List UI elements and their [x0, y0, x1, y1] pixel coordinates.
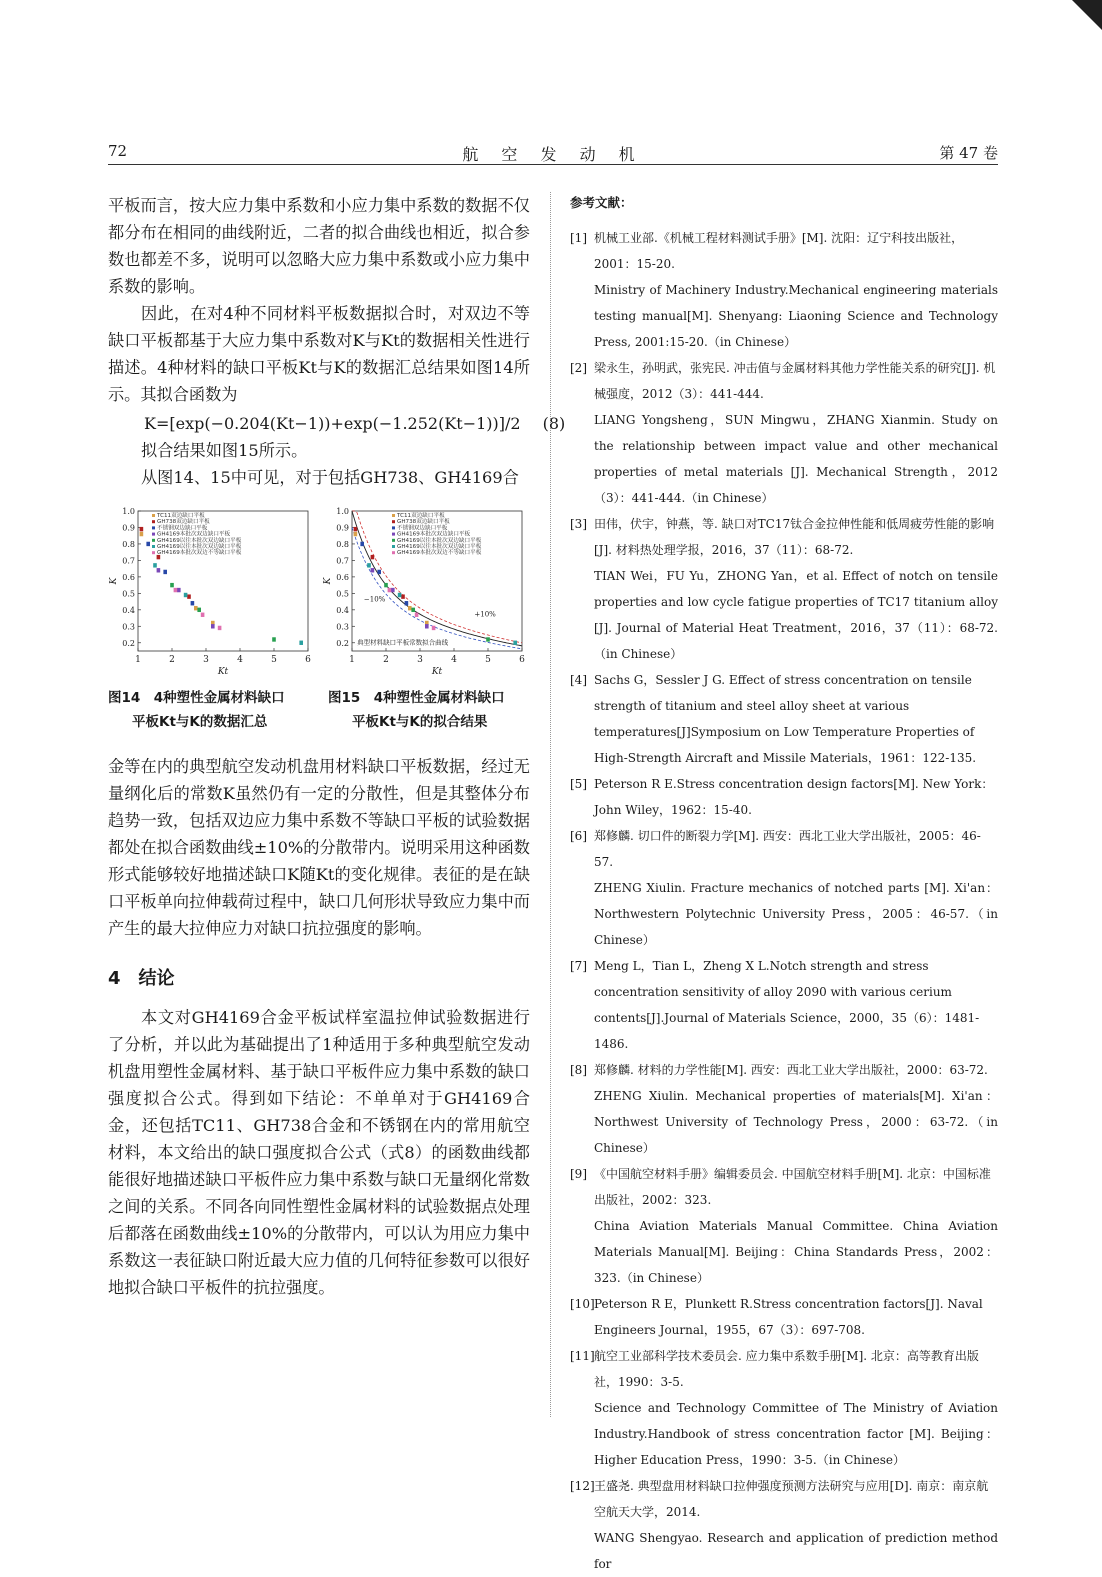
- reference-citation: 田伟，伏宇，钟燕，等. 缺口对TC17钛合金拉伸性能和低周疲劳性能的影响[J]. 材料热处理学报，2016，37（11）：68-72.: [594, 517, 995, 557]
- reference-number: [6]: [570, 829, 587, 843]
- data-point: [432, 626, 436, 630]
- legend-marker: [392, 526, 395, 529]
- reference-number: [2]: [570, 361, 587, 375]
- legend-label: GH4169本批次双边缺口平板: [397, 531, 471, 538]
- reference-translation: TIAN Wei，FU Yu，ZHONG Yan，et al. Effect of notch on tensile properties and low cycle fatigue properties of TC17 titanium alloy [J]. Journal of Material Heat Treatment，2016，37（11）：68-72.（in Chinese）: [594, 569, 998, 661]
- y-tick-label: 0.4: [122, 605, 135, 615]
- data-point: [187, 594, 191, 598]
- reference-citation: Peterson R E.Stress concentration design factors[M]. New York：John Wiley，1962：15-40.: [594, 777, 994, 817]
- reference-number: [11]: [570, 1349, 595, 1363]
- figure-14-chart: [108, 501, 314, 681]
- data-point: [405, 601, 409, 605]
- data-point: [177, 588, 181, 592]
- data-point: [367, 563, 371, 567]
- reference-translation: Ministry of Machinery Industry.Mechanical engineering materials testing manual[M]. Shenyang: Liaoning Science and Technology Press, 2001:15-20.（in Chinese）: [594, 283, 998, 349]
- data-point: [153, 563, 157, 567]
- equation-number: (8): [542, 414, 566, 433]
- reference-citation: 梁永生，孙明武，张宪民. 冲击值与金属材料其他力学性能关系的研究[J]. 机械强度，2012（3）：441-444.: [594, 361, 996, 401]
- legend-label: TC11双边缺口平板: [157, 513, 205, 519]
- legend-label: GH4169本批次双边缺口平板: [157, 531, 231, 538]
- x-axis-label: Kt: [431, 667, 443, 677]
- data-point: [163, 570, 167, 574]
- legend-label: TC11双边缺口平板: [397, 513, 445, 519]
- y-tick-label: 0.2: [336, 638, 349, 648]
- reference-item: [570, 1057, 998, 1161]
- legend-marker: [392, 551, 395, 554]
- y-tick-label: 0.9: [336, 523, 349, 533]
- running-header: [108, 140, 998, 165]
- figure-15-chart: [322, 501, 530, 681]
- data-point: [146, 542, 150, 546]
- reference-text: [570, 1343, 998, 1395]
- page-number: 72: [108, 142, 128, 160]
- x-tick-label: 5: [485, 655, 491, 665]
- reference-item: [570, 511, 998, 667]
- reference-item: [570, 1161, 998, 1291]
- legend-marker: [152, 545, 155, 548]
- reference-text: [570, 355, 998, 407]
- reference-item: [570, 667, 998, 771]
- x-tick-label: 6: [305, 655, 311, 665]
- data-point: [299, 641, 303, 645]
- reference-translation: LIANG Yongsheng，SUN Mingwu，ZHANG Xianmin. Study on the relationship between impact value and other mechanical properties of metal materials [J]. Mechanical Strength，2012（3）：441-444.（in Chinese）: [594, 413, 998, 505]
- reference-translation: China Aviation Materials Manual Committee. China Aviation Materials Manual[M]. Beijing：China Standards Press，2002：323.（in Chinese）: [594, 1219, 998, 1285]
- figure-15: [322, 501, 528, 707]
- x-tick-label: 6: [519, 655, 525, 665]
- legend-label: GH4169以往本批次双边缺口平板: [157, 544, 242, 550]
- reference-item: [570, 355, 998, 511]
- data-point: [398, 593, 402, 597]
- reference-item: [570, 1343, 998, 1473]
- data-point: [272, 637, 276, 641]
- reference-number: [5]: [570, 777, 587, 791]
- legend-marker: [152, 514, 155, 517]
- reference-translation: WANG Shengyao. Research and application of prediction method for: [594, 1531, 998, 1571]
- reference-citation: 机械工业部.《机械工程材料测试手册》[M]. 沈阳：辽宁科技出版社，2001：15-20.: [594, 231, 964, 271]
- x-tick-label: 5: [271, 655, 277, 665]
- reference-citation: 航空工业部科学技术委员会. 应力集中系数手册[M]. 北京：高等教育出版社，1990：3-5.: [594, 1349, 979, 1389]
- minus-10-label: −10%: [363, 595, 386, 604]
- legend-marker: [392, 545, 395, 548]
- journal-title: 航 空 发 动 机: [462, 145, 644, 164]
- data-point: [360, 542, 364, 546]
- data-point: [371, 568, 375, 572]
- figures-row: [108, 501, 530, 730]
- reference-text: [570, 667, 998, 771]
- paragraph: 从图14、15中可见，对于包括GH738、GH4169合: [141, 468, 519, 487]
- reference-citation: Peterson R E，Plunkett R.Stress concentration factors[J]. Naval Engineers Journal，1955，67（3）：697-708.: [594, 1297, 983, 1337]
- paragraph: 平板而言，按大应力集中系数和小应力集中系数的数据不仅都分布在相同的曲线附近，二者的拟合曲线也相近，拟合参数也都差不多，说明可以忽略大应力集中系数或小应力集中系数的影响。: [108, 196, 530, 296]
- data-point: [184, 593, 188, 597]
- x-tick-label: 4: [451, 655, 457, 665]
- reference-text: [570, 1291, 998, 1343]
- data-point: [174, 588, 178, 592]
- reference-citation: 郑修麟. 切口件的断裂力学[M]. 西安：西北工业大学出版社，2005：46-57.: [594, 829, 981, 869]
- caption-line: 平板Kt与K的拟合结果: [352, 714, 488, 730]
- reference-text: [570, 1057, 998, 1083]
- x-tick-label: 3: [203, 655, 209, 665]
- reference-item: [570, 225, 998, 355]
- reference-text: [570, 771, 998, 823]
- x-tick-label: 2: [169, 655, 175, 665]
- y-tick-label: 0.3: [336, 622, 349, 632]
- data-point: [391, 588, 395, 592]
- data-point: [513, 641, 517, 645]
- legend-label: GH738双边缺口平板: [157, 519, 210, 526]
- data-point: [371, 555, 375, 559]
- data-point: [388, 588, 392, 592]
- volume-label: 第 47 卷: [939, 144, 998, 162]
- y-axis-label: K: [109, 577, 119, 585]
- section-heading: 4 结论: [108, 968, 175, 989]
- y-tick-label: 0.7: [122, 556, 135, 566]
- reference-text: [570, 1161, 998, 1213]
- reference-text: [570, 225, 998, 277]
- y-tick-label: 0.8: [336, 539, 349, 549]
- figure-14: [108, 501, 314, 707]
- reference-item: [570, 771, 998, 823]
- legend-label: GH4169本批次双边不等缺口平板: [157, 550, 242, 557]
- reference-item: [570, 823, 998, 953]
- data-point: [486, 637, 490, 641]
- legend-label: GH4169以往本批次双边缺口平板: [397, 537, 482, 544]
- reference-citation: Meng L，Tian L，Zheng X L.Notch strength and stress concentration sensitivity of alloy 2090 with various cerium contents[J].Journal of Materials Science，2000，35（6）：1481-1486.: [594, 959, 980, 1051]
- caption-line: 平板Kt与K的数据汇总: [132, 714, 268, 730]
- reference-number: [12]: [570, 1479, 595, 1493]
- data-point: [354, 532, 358, 536]
- fit-curve-label: 典型材料缺口平板常数拟合曲线: [357, 638, 449, 647]
- caption-line: 图14 4种塑性金属材料缺口: [108, 690, 285, 706]
- reference-number: [3]: [570, 517, 587, 531]
- reference-text: [570, 1473, 998, 1525]
- y-tick-label: 0.4: [336, 605, 349, 615]
- reference-translation: ZHENG Xiulin. Fracture mechanics of notched parts [M]. Xi'an：Northwestern Polytechnic University Press，2005：46-57.（in Chinese）: [594, 881, 998, 947]
- paragraph: 金等在内的典型航空发动机盘用材料缺口平板数据，经过无量纲化后的常数K虽然仍有一定的分散性，但是其整体分布趋势一致，包括双边应力集中系数不等缺口平板的试验数据都处在拟合函数曲线±10%的分散带内。说明采用这种函数形式能够较好地描述缺口K随Kt的变化规律。表征的是在缺口平板单向拉伸载荷过程中，缺口几何形状导致应力集中而产生的最大拉伸应力对缺口抗拉强度的影响。: [108, 757, 530, 938]
- x-axis-label: Kt: [217, 667, 229, 677]
- y-tick-label: 0.7: [336, 556, 349, 566]
- left-column: [108, 192, 566, 1301]
- data-point: [408, 606, 412, 610]
- page-corner-mark: [1072, 0, 1102, 30]
- reference-item: [570, 1291, 998, 1343]
- y-tick-label: 0.6: [122, 572, 135, 582]
- reference-citation: Sachs G，Sessler J G. Effect of stress concentration on tensile strength of titanium and steel alloy sheet at various temperatures[J]Symposium on Low Temperature Properties of High-Strength Aircraft and Missile Materials，1961：122-135.: [594, 673, 977, 765]
- legend-label: GH4169本批次双边不等缺口平板: [397, 550, 482, 557]
- data-point: [211, 624, 215, 628]
- legend-marker: [152, 533, 155, 536]
- legend-label: GH4169以往本批次双边缺口平板: [397, 544, 482, 550]
- legend-marker: [152, 520, 155, 523]
- y-tick-label: 0.2: [122, 638, 135, 648]
- data-point: [140, 527, 144, 531]
- data-point: [201, 613, 205, 617]
- figure-14-caption: [108, 686, 318, 734]
- y-tick-label: 0.9: [122, 523, 135, 533]
- data-point: [140, 532, 144, 536]
- paragraph: 因此，在对4种不同材料平板数据拟合时，对双边不等缺口平板都基于大应力集中系数对K与Kt的数据相关性进行描述。4种材料的缺口平板Kt与K的数据汇总结果如图14所示。其拟合函数为: [108, 304, 530, 404]
- reference-item: [570, 953, 998, 1057]
- reference-translation: Science and Technology Committee of The Ministry of Aviation Industry.Handbook of stress concentration factor [M]. Beijing：Higher Education Press，1990：3-5.（in Chinese）: [594, 1401, 998, 1467]
- data-point: [354, 527, 358, 531]
- column-divider: [550, 192, 551, 1417]
- reference-citation: 王盛尧. 典型盘用材料缺口拉伸强度预测方法研究与应用[D]. 南京：南京航空航天大学，2014.: [594, 1479, 989, 1519]
- y-axis-label: K: [323, 577, 333, 585]
- paragraph: 拟合结果如图15所示。: [141, 441, 308, 460]
- legend-marker: [392, 533, 395, 536]
- equation-body: K=[exp(−0.204(Kt−1))+exp(−1.252(Kt−1))]/2: [144, 414, 521, 433]
- legend-marker: [392, 520, 395, 523]
- reference-text: [570, 953, 998, 1057]
- reference-number: [4]: [570, 673, 587, 687]
- caption-line: 图15 4种塑性金属材料缺口: [328, 690, 505, 706]
- x-tick-label: 3: [417, 655, 423, 665]
- y-tick-label: 0.5: [336, 589, 349, 599]
- equation-8: [108, 410, 566, 437]
- legend-marker: [152, 551, 155, 554]
- reference-number: [8]: [570, 1063, 587, 1077]
- x-tick-label: 2: [383, 655, 389, 665]
- data-point: [415, 613, 419, 617]
- data-point: [377, 570, 381, 574]
- data-point: [384, 583, 388, 587]
- y-tick-label: 0.5: [122, 589, 135, 599]
- reference-number: [9]: [570, 1167, 587, 1181]
- data-point: [401, 594, 405, 598]
- legend-label: 不锈钢双边缺口平板: [397, 525, 448, 532]
- reference-item: [570, 1473, 998, 1577]
- data-point: [170, 583, 174, 587]
- reference-number: [10]: [570, 1297, 595, 1311]
- legend-marker: [392, 514, 395, 517]
- paragraph: 本文对GH4169合金平板试样室温拉伸试验数据进行了分析，并以此为基础提出了1种适用于多种典型航空发动机盘用塑性金属材料、基于缺口平板件应力集中系数的缺口强度拟合公式。得到如下结论：不单单对于GH4169合金，还包括TC11、GH738合金和不锈钢在内的常用航空材料，本文给出的缺口强度拟合公式（式8）的函数曲线都能很好地描述缺口平板件应力集中系数与缺口无量纲化常数之间的关系。不同各向同性塑性金属材料的试验数据点处理后都落在函数曲线±10%的分散带内，可以认为用应力集中系数这一表征缺口附近最大应力值的几何特征参数可以很好地拟合缺口平板件的抗拉强度。: [108, 1008, 530, 1297]
- legend-label: 不锈钢双边缺口平板: [157, 525, 208, 532]
- data-point: [197, 608, 201, 612]
- legend-marker: [152, 539, 155, 542]
- reference-citation: 郑修麟. 材料的力学性能[M]. 西安：西北工业大学出版社，2000：63-72.: [594, 1063, 988, 1077]
- legend-label: GH738双边缺口平板: [397, 519, 450, 526]
- legend-marker: [152, 526, 155, 529]
- references-title: 参考文献：: [570, 195, 633, 210]
- data-point: [194, 606, 198, 610]
- figure-15-caption: [328, 686, 538, 734]
- y-tick-label: 0.8: [122, 539, 135, 549]
- data-point: [218, 626, 222, 630]
- data-point: [425, 624, 429, 628]
- y-tick-label: 0.3: [122, 622, 135, 632]
- reference-list: [570, 225, 998, 1577]
- reference-translation: ZHENG Xiulin. Mechanical properties of materials[M]. Xi'an：Northwest University of Technology Press，2000：63-72.（in Chinese）: [594, 1089, 998, 1155]
- x-tick-label: 1: [349, 655, 355, 665]
- reference-number: [7]: [570, 959, 587, 973]
- y-tick-label: 0.6: [336, 572, 349, 582]
- legend-label: GH4169以往本批次双边缺口平板: [157, 537, 242, 544]
- x-tick-label: 1: [135, 655, 141, 665]
- y-tick-label: 1.0: [336, 507, 349, 516]
- right-column: [570, 193, 998, 1577]
- data-point: [191, 601, 195, 605]
- reference-number: [1]: [570, 231, 587, 245]
- x-tick-label: 4: [237, 655, 243, 665]
- y-tick-label: 1.0: [122, 507, 135, 516]
- reference-citation: 《中国航空材料手册》编辑委员会. 中国航空材料手册[M]. 北京：中国标准出版社，2002：323.: [594, 1167, 991, 1207]
- reference-text: [570, 511, 998, 563]
- reference-text: [570, 823, 998, 875]
- data-point: [157, 568, 161, 572]
- legend-marker: [392, 539, 395, 542]
- plus-10-label: +10%: [474, 610, 496, 619]
- data-point: [411, 608, 415, 612]
